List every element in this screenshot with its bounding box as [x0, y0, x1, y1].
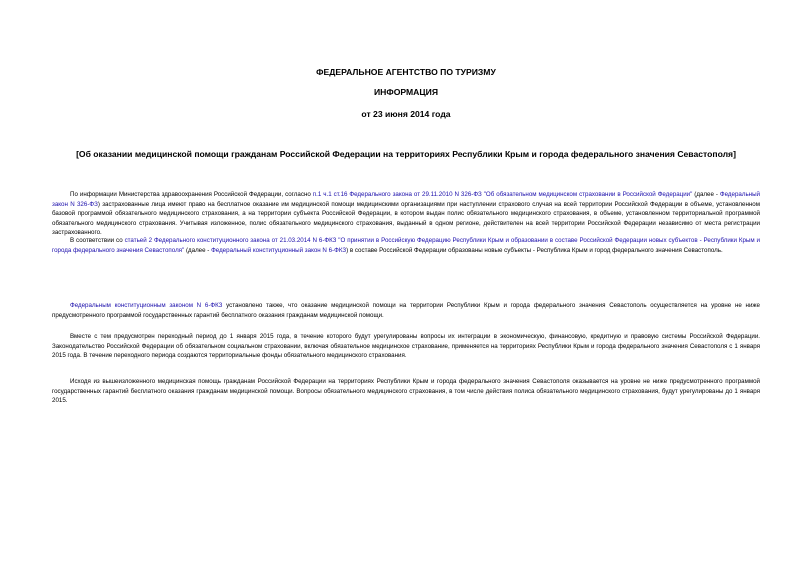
fkz-6-article-link[interactable]: статьей 2 Федерального конституционного закона от 21.03.2014 N 6-ФКЗ "О принятии в Российскую Федерацию Республики Крым и образовании в составе Российской Федерации новых субъектов - Республики Крым и города федерального значения Севастополя"	[52, 237, 760, 254]
paragraph-text: установлено также, что оказание медицинской помощи на территории Республики Крым и города федерального значения Севастополь осуществляется на уровне не ниже предусмотренного программой государственных гарантий бесплатного оказания гражданам медицинской помощи.	[52, 302, 760, 319]
document-title: [Об оказании медицинской помощи гражданам Российской Федерации на территориях Республики Крым и города федерального значения Севастополя]	[76, 149, 736, 159]
paragraph-text: (далее -	[184, 246, 212, 254]
paragraph-text: Исходя из вышеизложенного медицинская помощь гражданам Российской Федерации на территориях Республики Крым и города федерального значения Севастополя оказывается на уровне не ниже предусмотренного программой государственных гарантий бесплатного оказания гражданам медицинской помощи. Вопросы обязательного медицинского страхования, в том числе действия полиса обязательного медицинского страхования, будут урегулированы до 1 января 2015.	[52, 378, 760, 405]
paragraph-text: ) в составе Российской Федерации образованы новые субъекты - Республика Крым и город федерального значения Севастополь.	[346, 246, 723, 254]
paragraph-text: Вместе с тем предусмотрен переходный период до 1 января 2015 года, в течение которого будут урегулированы вопросы их интеграции в экономическую, финансовую, кредитную и правовую системы Российской Федерации. Законодательство Российской Федерации об обязательном социальном страховании, включая обязательное медицинское страхование, применяется на территориях Республики Крым и города федерального значения Севастополя с 1 января 2015 года. В течение переходного периода создаются территориальные фонды обязательного медицинского страхования.	[52, 333, 760, 360]
paragraph-5	[52, 377, 760, 406]
paragraph-text: По информации Министерства здравоохранения Российской Федерации, согласно	[70, 191, 313, 198]
paragraph-1	[52, 190, 760, 238]
agency-heading: ФЕДЕРАЛЬНОЕ АГЕНТСТВО ПО ТУРИЗМУ	[316, 67, 496, 77]
paragraph-text: ) застрахованные лица имеют право на бесплатное оказание им медицинской помощи медицинскими организациями при наступлении страхового случая на всей территории Российской Федерации в объеме, установленном базовой программой обязательного медицинского страхования, а на территории субъекта Российской Федерации, в котором выдан полис обязательного медицинского страхования, в объеме, установленном территориальной программой обязательного медицинского страхования. Учитывая изложенное, полис обязательного медицинского страхования, выданный в одном регионе, действителен на всей территории Российской Федерации независимо от места регистрации застрахованного.	[52, 200, 760, 237]
document-date: от 23 июня 2014 года	[361, 109, 451, 119]
paragraph-text: (далее -	[692, 191, 720, 198]
paragraph-2	[52, 236, 760, 255]
law-326-article-link[interactable]: п.1 ч.1 ст.16 Федерального закона от 29.11.2010 N 326-ФЗ "Об обязательном медицинском страховании в Российской Федерации"	[312, 191, 693, 198]
law-326-link[interactable]: Федеральный закон N 326-ФЗ	[52, 191, 760, 208]
fkz-6-law-link[interactable]: Федеральным конституционным законом N 6-ФКЗ	[70, 302, 223, 309]
document-type-heading: ИНФОРМАЦИЯ	[373, 87, 439, 97]
paragraph-text: В соответствии со	[70, 237, 125, 244]
paragraph-3	[52, 301, 760, 320]
paragraph-4	[52, 332, 760, 361]
fkz-6-link[interactable]: Федеральный конституционный закон N 6-ФКЗ	[211, 246, 347, 254]
